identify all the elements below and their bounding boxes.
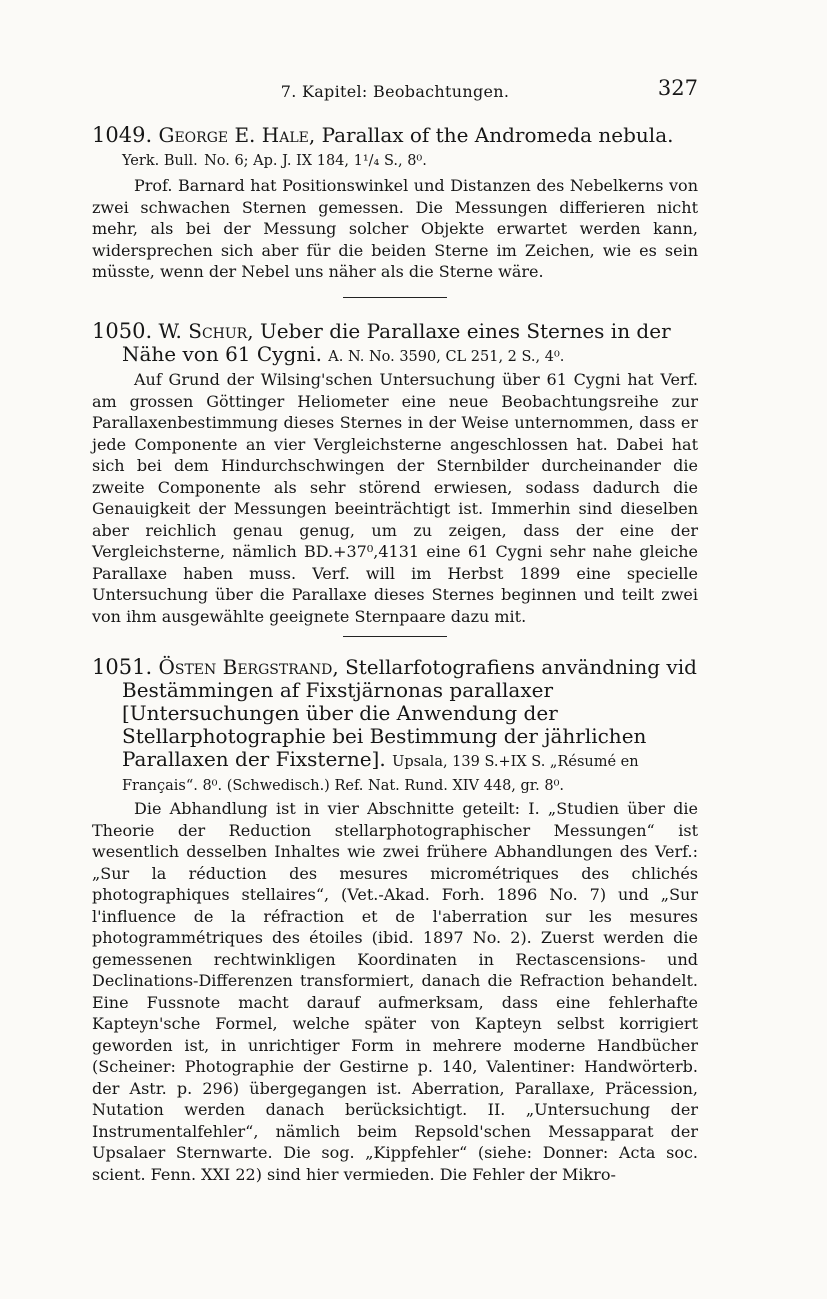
entry-body: Prof. Barnard hat Positionswinkel und Distanzen des Nebelkerns von zwei schwachen Sternen gemessen. Die Messungen differieren nicht mehr, als bei der Messung solcher Objekte erwartet werden kann, widersprechen sich aber für die beiden Sterne im Zeichen, wie es sein müsste, wenn der Nebel uns näher als die Sterne wäre. — [92, 176, 698, 281]
entry-1051 — [92, 656, 698, 1185]
section-divider — [343, 636, 447, 637]
entry-heading — [92, 320, 698, 367]
running-head — [92, 74, 698, 104]
entry-reference: Upsala, 139 S.+IX S. „Résumé en Français“. 8⁰. (Schwedisch.) Ref. Nat. Rund. XIV 448, gr. 8⁰. — [122, 754, 639, 794]
chapter-title: 7. Kapitel: Beobachtungen. — [280, 82, 510, 101]
entry-author: George E. Hale, — [158, 123, 316, 147]
entry-heading — [92, 656, 698, 796]
entry-heading — [92, 124, 698, 173]
entry-1049 — [92, 124, 698, 283]
entry-1050 — [92, 320, 698, 627]
entry-reference-journal: Yerk. Bull. — [122, 153, 198, 169]
entry-author: W. Schur, — [158, 319, 254, 343]
entry-title: Parallax of the Andromeda nebula. — [321, 123, 674, 147]
page-number: 327 — [657, 76, 698, 100]
section-divider — [343, 297, 447, 298]
entry-reference: No. 6; Ap. J. IX 184, 1¹/₄ S., 8⁰. — [204, 153, 427, 169]
entry-number: 1049. — [92, 123, 153, 147]
entry-body: Auf Grund der Wilsing'schen Untersuchung über 61 Cygni hat Verf. am grossen Göttinger Heliometer eine neue Beobachtungsreihe zur Parallaxenbestimmung dieses Sternes in der Weise unternommen, dass er jede Componente an vier Vergleichsterne angeschlossen hat. Dabei hat sich bei dem Hindurchschwingen der Sternbilder durcheinander die zweite Componente als sehr störend erwiesen, sodass dadurch die Genauigkeit der Messungen beeinträchtigt ist. Immerhin sind dieselben aber reichlich genau genug, um zu zeigen, dass der eine der Vergleichsterne, nämlich BD.+37⁰,4131 eine 61 Cygni sehr nahe gleiche Parallaxe haben muss. Verf. will im Herbst 1899 eine specielle Untersuchung über die Parallaxe dieses Sternes beginnen und teilt zwei von ihm ausgewählte geeignete Sternpaare dazu mit. — [92, 370, 698, 626]
entry-title: Ueber die Parallaxe eines Sternes in der Nähe von 61 Cygni. — [122, 319, 671, 366]
entry-number: 1051. — [92, 655, 153, 679]
entry-author: Östen Bergstrand, — [158, 655, 339, 679]
entry-body: Die Abhandlung ist in vier Abschnitte geteilt: I. „Studien über die Theorie der Reduction stellarphotographischer Messungen“ ist wesentlich desselben Inhaltes wie zwei frühere Abhandlungen des Verf.: „Sur la réduction des mesures micrométriques des chlichés photographiques stellaires“, (Vet.-Akad. Forh. 1896 No. 7) und „Sur l'influence de la réfraction et de l'aberration sur les mesures photogrammétriques des étoiles (ibid. 1897 No. 2). Zuerst werden die gemessenen rechtwinkligen Koordinaten in Rectascensions- und Declinations-Differenzen transformiert, danach die Refraction behandelt. Eine Fussnote macht darauf aufmerksam, dass eine fehlerhafte Kapteyn'sche Formel, welche später von Kapteyn selbst korrigiert geworden ist, in unrichtiger Form in mehrere moderne Handbücher (Scheiner: Photographie der Gestirne p. 140, Valentiner: Handwörterb. der Astr. p. 296) übergegangen ist. Aberration, Parallaxe, Präcession, Nutation werden danach berücksichtigt. II. „Untersuchung der Instrumentalfehler“, nämlich beim Repsold'schen Messapparat der Upsalaer Sternwarte. Die sog. „Kippfehler“ (siehe: Donner: Acta soc. scient. Fenn. XXI 22) sind hier vermieden. Die Fehler der Mikro- — [92, 799, 698, 1184]
entry-title: Stellarfotografiens användning vid Bestämmingen af Fixstjärnonas parallaxer [Untersuchungen über die Anwendung der Stellarphotographie bei Bestimmung der jährlichen Parallaxen der Fixsterne]. — [122, 655, 697, 771]
entry-reference: A. N. No. 3590, CL 251, 2 S., 4⁰. — [328, 349, 565, 365]
entry-number: 1050. — [92, 319, 153, 343]
